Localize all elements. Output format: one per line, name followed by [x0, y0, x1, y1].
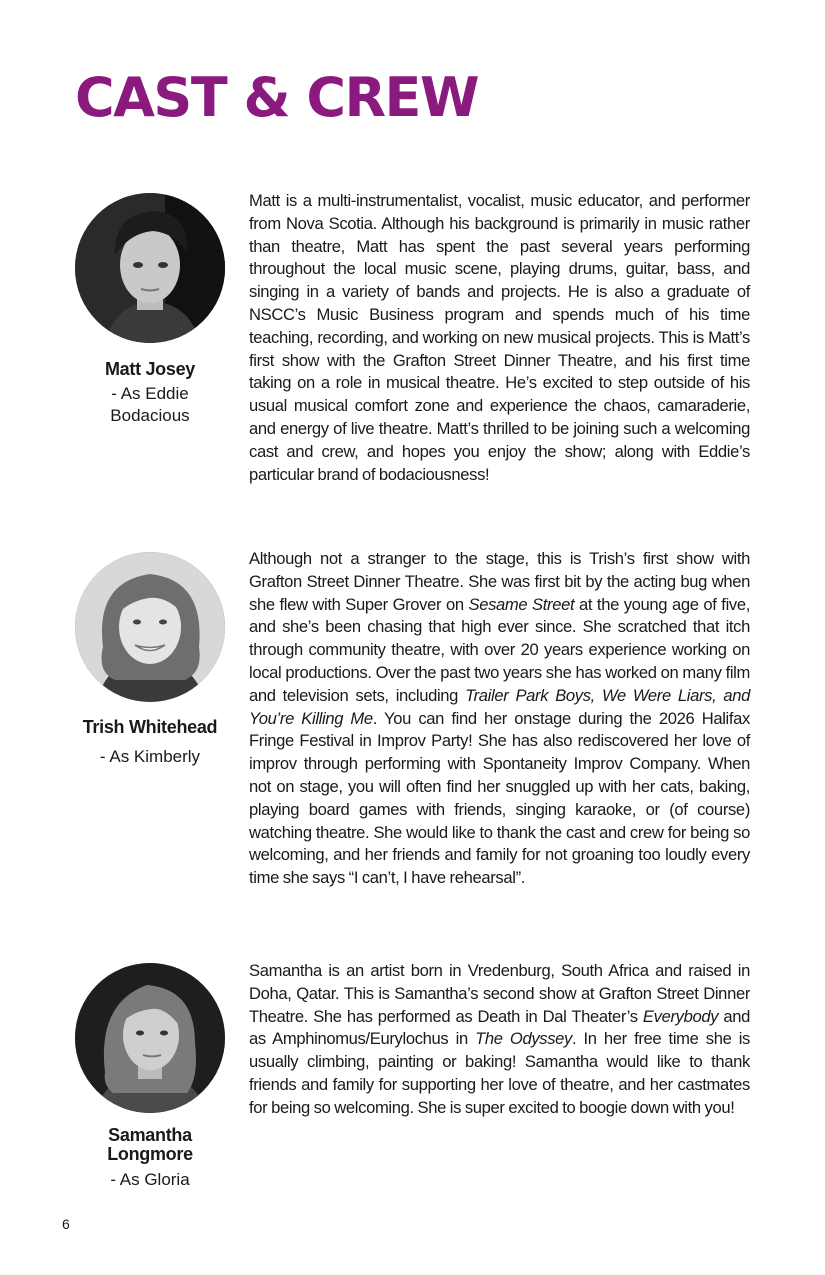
bio-title: Everybody: [642, 1006, 719, 1026]
headshot-photo: [75, 193, 225, 343]
bio-text: Although not a stranger to the stage, this is Trish’s first show with Grafton Street Dinner Theatre. She was first bit by the acting bug when she flew with Super Grover on: [249, 549, 750, 614]
bio-text: . In her free time she is usually climbing, painting or baking! Samantha would like to thank friends and family for supporting her love of theatre, and her castmates for being so welcoming. She is super excited to boogie down with you!: [249, 1029, 751, 1117]
cast-role-line: Bodacious: [110, 406, 190, 425]
headshot-photo: [75, 963, 225, 1113]
cast-name: Trish Whitehead: [82, 717, 218, 737]
cast-bio: [249, 548, 750, 890]
bio-text: at the young age of five, and she’s been chasing that high ever since. She scratched that itch through community theatre, with over 20 years experience working on local productions. Over the past two years she has worked on many film and television sets, including: [249, 594, 750, 705]
bio-text: . You can find her onstage during the 2026 Halifax Fringe Festival in Improv Party! She has also rediscovered her love of improv through performing with Spontaneity Improv Company. When not on stage, you will often find her snuggled up with her cats, baking, playing board games with friends, singing karaoke, or (of course) watching theatre. She would like to thank the cast and crew for being so welcoming, and her friends and family for not groaning too loudly every time she says “I can’t, I have rehearsal”.: [249, 708, 750, 888]
bio-text: [249, 960, 750, 1120]
cast-name: [60, 1126, 240, 1164]
cast-role-line: - As Eddie: [111, 384, 189, 403]
cast-role-line: - As Gloria: [110, 1170, 190, 1189]
page-number: 6: [62, 1216, 70, 1232]
page-title: CAST & CREW: [75, 66, 479, 129]
cast-name-line: Samantha: [108, 1125, 192, 1145]
bio-title: Trailer Park Boys, We Were Liars, and You’re Killing Me: [249, 685, 750, 728]
bio-text: Samantha is an artist born in Vredenburg, South Africa and raised in Doha, Qatar. This is Samantha’s second show at Grafton Street Dinner Theatre. She has performed as Death in Dal Theater’s: [249, 961, 750, 1026]
cast-role: [60, 1169, 240, 1191]
bio-text: Matt is a multi-instrumentalist, vocalist, music educator, and performer from Nova Scotia. Although his background is primarily in music rather than theatre, Matt has spent the past several years performing throughout the local music scene, playing drums, guitar, bass, and singing in a variety of bands and projects. He is also a graduate of NSCC’s Music Business program and spends much of his time teaching, recording, and working on new musical projects. This is Matt’s first show with the Grafton Street Dinner Theatre, and his first time taking on a role in musical theatre. He’s excited to step outside of his usual musical comfort zone and experience the chaos, camaraderie, and energy of live theatre. Matt’s thrilled to be joining such a welcoming cast and crew, and hopes you enjoy the show; along with Eddie’s particular brand of bodaciousness!: [249, 191, 750, 484]
cast-role: [60, 746, 240, 768]
bio-text: [249, 548, 750, 890]
cast-role-line: - As Kimberly: [99, 747, 201, 766]
cast-name-line: Longmore: [107, 1144, 193, 1164]
bio-title: The Odyssey: [475, 1029, 572, 1049]
bio-title: Sesame Street: [468, 594, 575, 614]
headshot-photo: [75, 552, 225, 702]
cast-bio: [249, 960, 750, 1120]
bio-text: and as Amphinomus/Eurylochus in: [249, 1006, 750, 1049]
cast-bio: [249, 190, 750, 486]
cast-role: [60, 383, 240, 427]
cast-name: Matt Josey: [104, 359, 196, 379]
